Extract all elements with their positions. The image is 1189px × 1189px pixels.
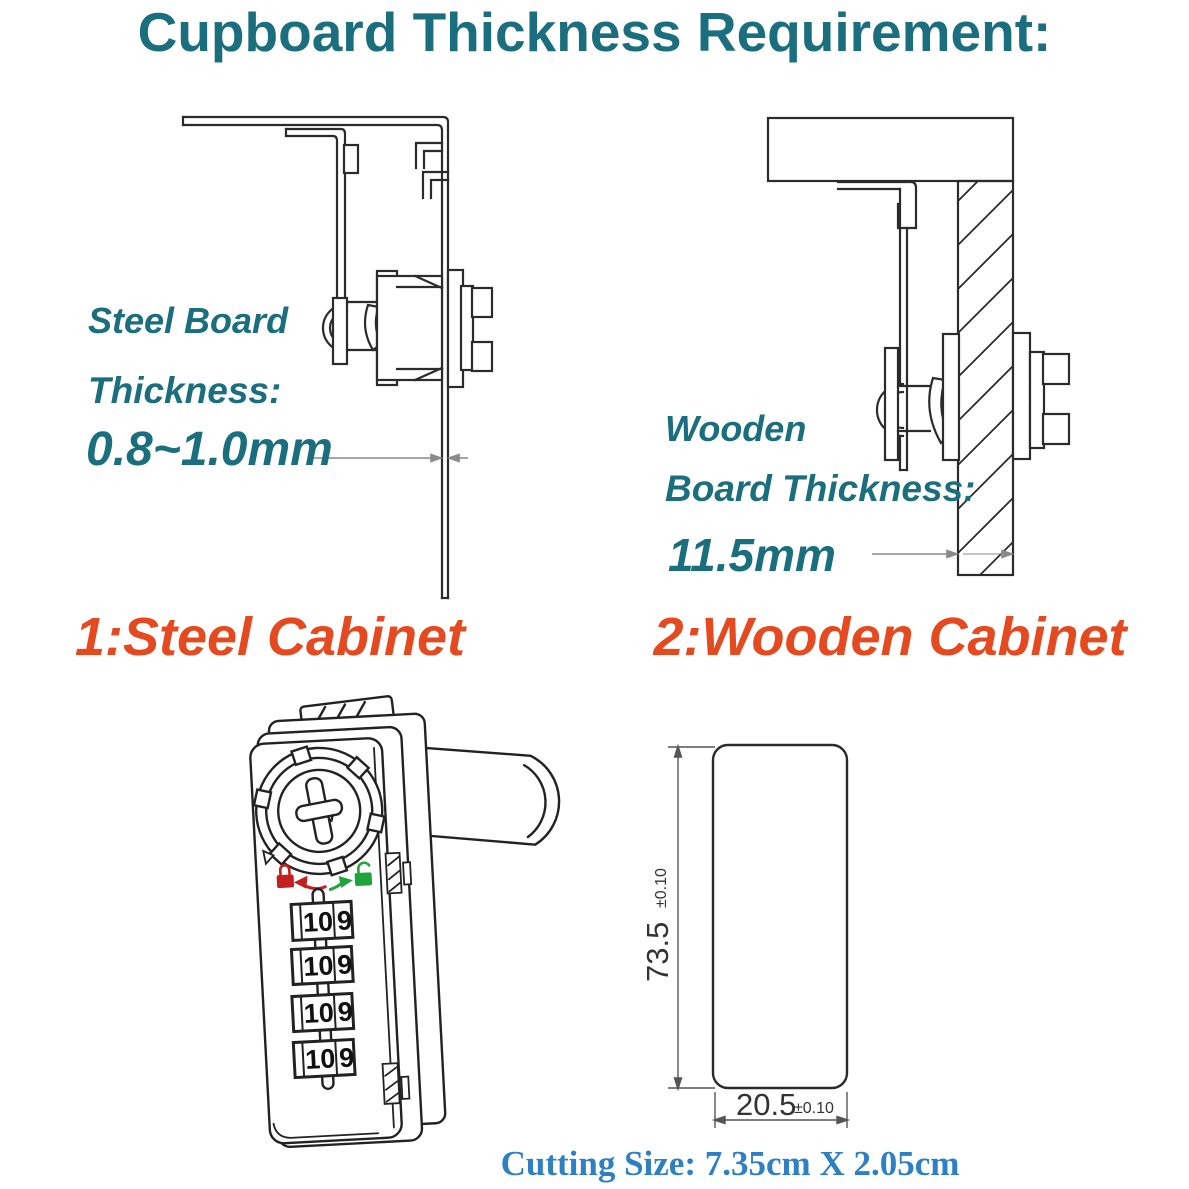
wooden-board [958,181,1013,575]
steel-label-line2: Thickness: [88,370,282,411]
svg-text:9: 9 [336,905,353,937]
cutout-rectangle [713,745,847,1088]
steel-thickness-leader [312,455,468,462]
svg-text:10: 10 [304,1043,337,1075]
combination-lock-drawing [240,690,620,1150]
wood-thickness-leader [872,551,1012,558]
steel-cabinet-diagram [160,85,630,620]
wooden-cabinet-caption: 2:Wooden Cabinet [653,607,1127,667]
wheel-2 [291,946,353,984]
wheel-3 [292,993,354,1031]
svg-text:9: 9 [336,996,354,1028]
cabinet-top-board [768,118,1013,181]
wheel-1 [291,901,353,940]
svg-text:±0.10: ±0.10 [653,868,670,908]
cutting-size-caption: Cutting Size: 7.35cm X 2.05cm [500,1144,960,1183]
page-title: Cupboard Thickness Requirement: [137,1,1052,63]
wood-label-line2: Board Thickness: [665,468,976,509]
cam-lock-side-view [323,270,492,387]
svg-text:10: 10 [302,950,335,982]
cutting-size-drawing [620,720,940,1140]
wood-label-line1: Wooden [665,408,807,449]
steel-thickness-value: 0.8~1.0mm [86,423,333,476]
steel-label-line1: Steel Board [88,300,289,341]
hook-detail [416,143,442,168]
svg-text:10: 10 [303,997,335,1029]
svg-text:±0.10: ±0.10 [794,1100,834,1117]
width-dimension [714,1087,848,1128]
wood-thickness-value: 11.5mm [668,529,836,581]
svg-text:9: 9 [336,949,354,981]
svg-text:20.5: 20.5 [736,1087,797,1122]
cam-bar [420,740,561,850]
svg-text:73.5: 73.5 [640,921,675,982]
wheel-4 [293,1039,355,1077]
steel-cabinet-caption: 1:Steel Cabinet [74,607,466,667]
svg-text:10: 10 [302,906,334,938]
cam-lock-side-view [877,333,1069,460]
svg-text:9: 9 [338,1042,355,1074]
height-dimension [640,746,715,1089]
